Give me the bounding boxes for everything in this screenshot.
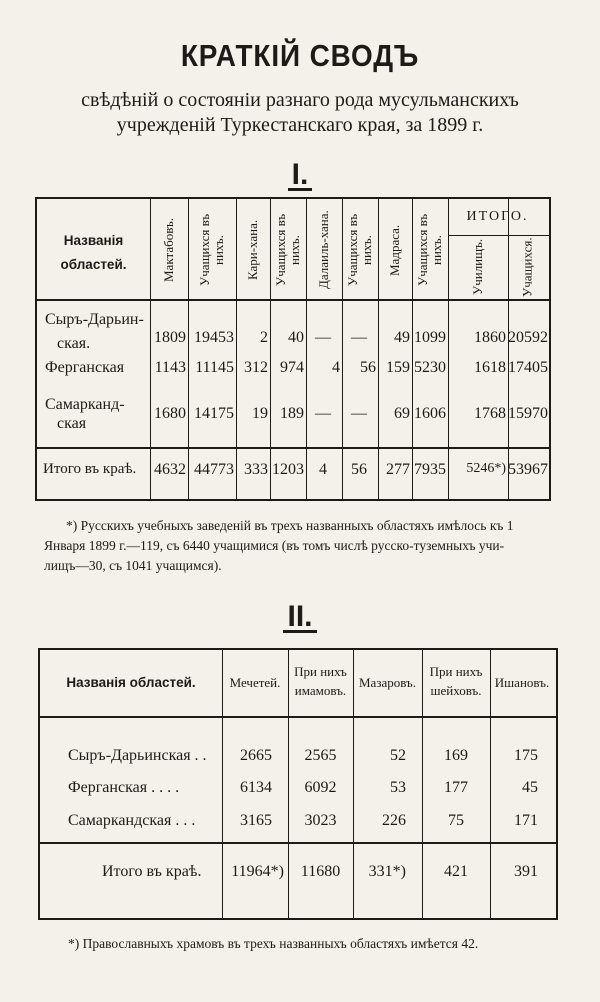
t1-col-header: Учащихся въ нихъ. <box>345 213 374 287</box>
t1-cell: 15970 <box>508 405 548 422</box>
t1-row-name-cont: ская. <box>57 335 91 352</box>
t2-cell: 45 <box>522 779 538 796</box>
t2-total-cell: 421 <box>444 863 468 880</box>
footnote-one: *) Русскихъ учебныхъ заведеній въ трехъ названныхъ областяхъ имѣлось къ 1 Января 1899 г.—119, съ 6440 учащимися (въ томъ числѣ русско-туземныхъ учи- лищъ—30, съ 1041 учащимся). <box>44 518 514 573</box>
t1-row-name-cont: ская <box>57 415 87 432</box>
subtitle-line-2: учрежденій Туркестанскаго края, за 1899 г. <box>116 114 484 136</box>
t1-cell: 1143 <box>154 359 186 376</box>
t2-cell: 3023 <box>304 812 337 829</box>
t2-row-name: Самаркандская . . . <box>68 812 196 829</box>
region-header: Названія областей. <box>60 233 127 272</box>
t1-col-header: Кари-хана. <box>245 219 260 281</box>
t1-cell: 4 <box>332 359 340 376</box>
t1-total-cell: 44773 <box>194 461 234 478</box>
t1-cell: 159 <box>386 359 410 376</box>
table-one <box>35 197 551 501</box>
t2-cell: 2565 <box>304 747 337 764</box>
t2-sheikhs-header: При нихъ шейховъ. <box>429 664 483 698</box>
t1-cell: 1860 <box>474 329 506 346</box>
t2-imams-header: При нихъ имамовъ. <box>294 664 347 698</box>
t1-cell: 49 <box>394 329 410 346</box>
t1-total-label: Итого въ краѣ. <box>43 461 137 477</box>
section-one-heading: I. <box>0 158 600 192</box>
t1-total-cell: 4 <box>319 461 327 478</box>
t2-cell: 2665 <box>240 747 272 764</box>
t1-col-header: Мактабовъ. <box>161 218 176 282</box>
t1-cell: 1606 <box>414 405 446 422</box>
t1-total-cell: 1203 <box>272 461 304 478</box>
t1-col-header: Учащихся въ нихъ. <box>197 213 226 287</box>
footnote-two: *) Православныхъ храмовъ въ трехъ названныхъ областяхъ имѣется 42. <box>68 936 479 951</box>
subtitle <box>30 88 570 138</box>
t1-cell: 1680 <box>154 405 186 422</box>
t1-cell: 1618 <box>474 359 506 376</box>
t1-cell: 19453 <box>194 329 234 346</box>
t1-col-header: Далаиль-хана. <box>316 210 331 290</box>
t1-cell: 20592 <box>508 329 548 346</box>
t1-cell: 2 <box>260 329 268 346</box>
t2-cell: 53 <box>390 779 406 796</box>
t2-cell: 169 <box>444 747 468 764</box>
t1-cell: 189 <box>280 405 304 422</box>
t2-mazars-header: Мазаровъ. <box>358 675 417 690</box>
t1-total-cell: 5246*) <box>466 461 506 476</box>
t2-cell: 171 <box>514 812 538 829</box>
t1-col-header: Мадраса. <box>387 224 402 276</box>
t2-ishans-header: Ишановъ. <box>494 675 550 690</box>
t2-row-name: Сыръ-Дарьинская . . <box>68 747 207 764</box>
t2-region-header: Названія областей. <box>66 675 196 690</box>
t1-total-cell: 56 <box>351 461 367 478</box>
t2-mosques-header: Мечетей. <box>229 675 281 690</box>
t1-cell: — <box>351 405 367 422</box>
t1-cell: 69 <box>394 405 410 422</box>
t2-cell: 226 <box>382 812 406 829</box>
itogo-header: ИТОГО. <box>466 209 529 224</box>
t2-total-cell: 391 <box>514 863 538 880</box>
t2-cell: 177 <box>444 779 468 796</box>
t1-row-name: Самарканд- <box>45 396 125 413</box>
page-title: КРАТКІЙ СВОДЪ <box>180 38 420 73</box>
t1-cell: 14175 <box>194 405 234 422</box>
t1-cell: 56 <box>360 359 376 376</box>
t1-cell: 1099 <box>414 329 446 346</box>
t2-cell: 3165 <box>240 812 272 829</box>
t2-total-cell: 331*) <box>368 863 406 880</box>
t2-total-cell: 11964*) <box>231 863 284 880</box>
section-two-heading: II. <box>0 600 600 634</box>
t1-cell: 1809 <box>154 329 186 346</box>
t1-cell: 19 <box>252 405 268 422</box>
t1-row-name: Сыръ-Дарьин- <box>45 311 144 328</box>
t1-total-cell: 277 <box>386 461 410 478</box>
t1-col-header: Училищъ. <box>470 238 485 296</box>
t1-col-header: Учащихся въ нихъ. <box>273 213 302 287</box>
t1-cell: 312 <box>244 359 268 376</box>
t2-row-name: Ферганская . . . . <box>68 779 180 796</box>
t2-cell: 75 <box>448 812 464 829</box>
t1-total-cell: 4632 <box>154 461 186 478</box>
t1-cell: — <box>315 405 331 422</box>
t1-col-header: Учащихся въ нихъ. <box>415 213 444 287</box>
t2-cell: 6134 <box>240 779 272 796</box>
t1-cell: 5230 <box>414 359 446 376</box>
t2-total-cell: 11680 <box>300 863 341 880</box>
t1-cell: 40 <box>288 329 304 346</box>
t1-row-name: Ферганская <box>45 359 125 376</box>
t1-cell: 1768 <box>474 405 506 422</box>
t1-total-cell: 7935 <box>414 461 446 478</box>
subtitle-line-1: свѣдѣній о состояніи разнаго рода мусульманскихъ <box>81 89 519 111</box>
t1-col-header: Учащихся. <box>519 237 535 297</box>
t1-cell: 17405 <box>508 359 548 376</box>
t2-cell: 52 <box>390 747 406 764</box>
t1-cell: — <box>351 329 367 346</box>
t1-total-cell: 53967 <box>508 461 548 478</box>
t1-cell: 974 <box>280 359 304 376</box>
t1-total-cell: 333 <box>244 461 268 478</box>
t2-cell: 175 <box>514 747 538 764</box>
t1-cell: 11145 <box>195 359 234 376</box>
table-two <box>38 648 558 920</box>
t2-cell: 6092 <box>304 779 337 796</box>
t2-total-label: Итого въ краѣ. <box>102 863 202 880</box>
t1-cell: — <box>315 329 331 346</box>
